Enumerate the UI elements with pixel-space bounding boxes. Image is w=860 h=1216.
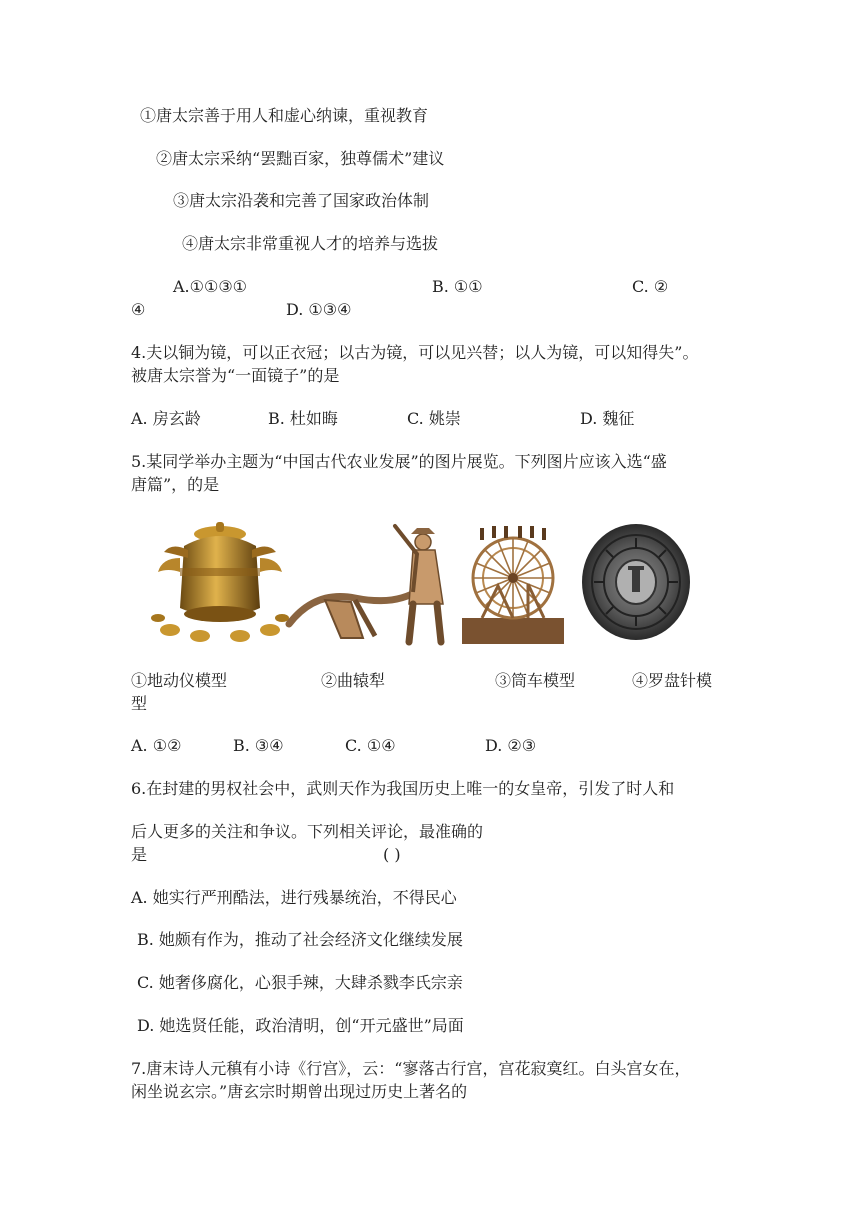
seismograph-image [150,518,290,646]
q5-option-b: B. ③④ [233,736,284,755]
q6-answer-paren: ( ) [383,845,401,864]
q5-caption-3: ③筒车模型 [495,671,576,690]
q4-stem-line1: 4.夫以铜为镜，可以正衣冠；以古为镜，可以见兴替；以人为镜，可以知得失”。 [131,343,699,362]
q3-statement-2: ②唐太宗采纳“罢黜百家，独尊儒术”建议 [156,149,445,168]
q7-stem-line2: 闲坐说玄宗。”唐玄宗时期曾出现过历史上著名的 [131,1082,468,1101]
q5-caption-2: ②曲辕犁 [321,671,386,690]
q6-stem-line3: 是 [131,845,148,864]
q5-caption-4: ④罗盘针模 [632,671,713,690]
q6-option-a: A. 她实行严刑酷法，进行残暴统治，不得民心 [131,888,457,907]
q4-stem-line2: 被唐太宗誉为“一面镜子”的是 [131,366,340,385]
q3-option-b: B. ①① [432,277,483,296]
q3-option-c-wrap: ④ [131,300,146,319]
q5-option-a: A. ①② [131,736,182,755]
q3-statement-1: ①唐太宗善于用人和虚心纳谏，重视教育 [140,106,429,125]
q4-option-b: B. 杜如晦 [268,409,338,428]
q3-statement-4: ④唐太宗非常重视人才的培养与选拔 [182,234,439,253]
q4-option-a: A. 房玄龄 [131,409,201,428]
q5-caption-1: ①地动仪模型 [131,671,228,690]
q6-option-b: B. 她颇有作为，推动了社会经济文化继续发展 [137,930,463,949]
curved-plough-image [285,520,465,646]
q6-stem-line2: 后人更多的关注和争议。下列相关评论，最准确的 [131,822,484,841]
q5-option-d: D. ②③ [485,736,537,755]
q4-option-d: D. 魏征 [580,409,635,428]
q5-option-c: C. ①④ [345,736,396,755]
q5-caption-4-wrap: 型 [131,694,148,713]
q6-option-d: D. 她选贤任能，政治清明，创“开元盛世”局面 [137,1016,464,1035]
q5-stem-line2: 唐篇”，的是 [131,475,220,494]
compass-image [580,522,692,642]
q5-stem-line1: 5.某同学举办主题为“中国古代农业发展”的图片展览。下列图片应该入选“盛 [131,452,667,471]
q3-option-a: A.①①③① [173,277,248,296]
q3-option-d: D. ①③④ [286,300,352,319]
q4-option-c: C. 姚崇 [407,409,461,428]
q6-option-c: C. 她奢侈腐化，心狠手辣，大肆杀戮李氏宗亲 [137,973,463,992]
q3-option-c: C. ② [632,277,669,296]
q6-stem-line1: 6.在封建的男权社会中，武则天作为我国历史上唯一的女皇帝，引发了时人和 [131,779,675,798]
water-wheel-image [462,526,564,644]
q3-statement-3: ③唐太宗沿袭和完善了国家政治体制 [173,191,430,210]
q7-stem-line1: 7.唐末诗人元稹有小诗《行宫》，云：“寥落古行宫，宫花寂寞红。白头宫女在， [131,1059,691,1078]
